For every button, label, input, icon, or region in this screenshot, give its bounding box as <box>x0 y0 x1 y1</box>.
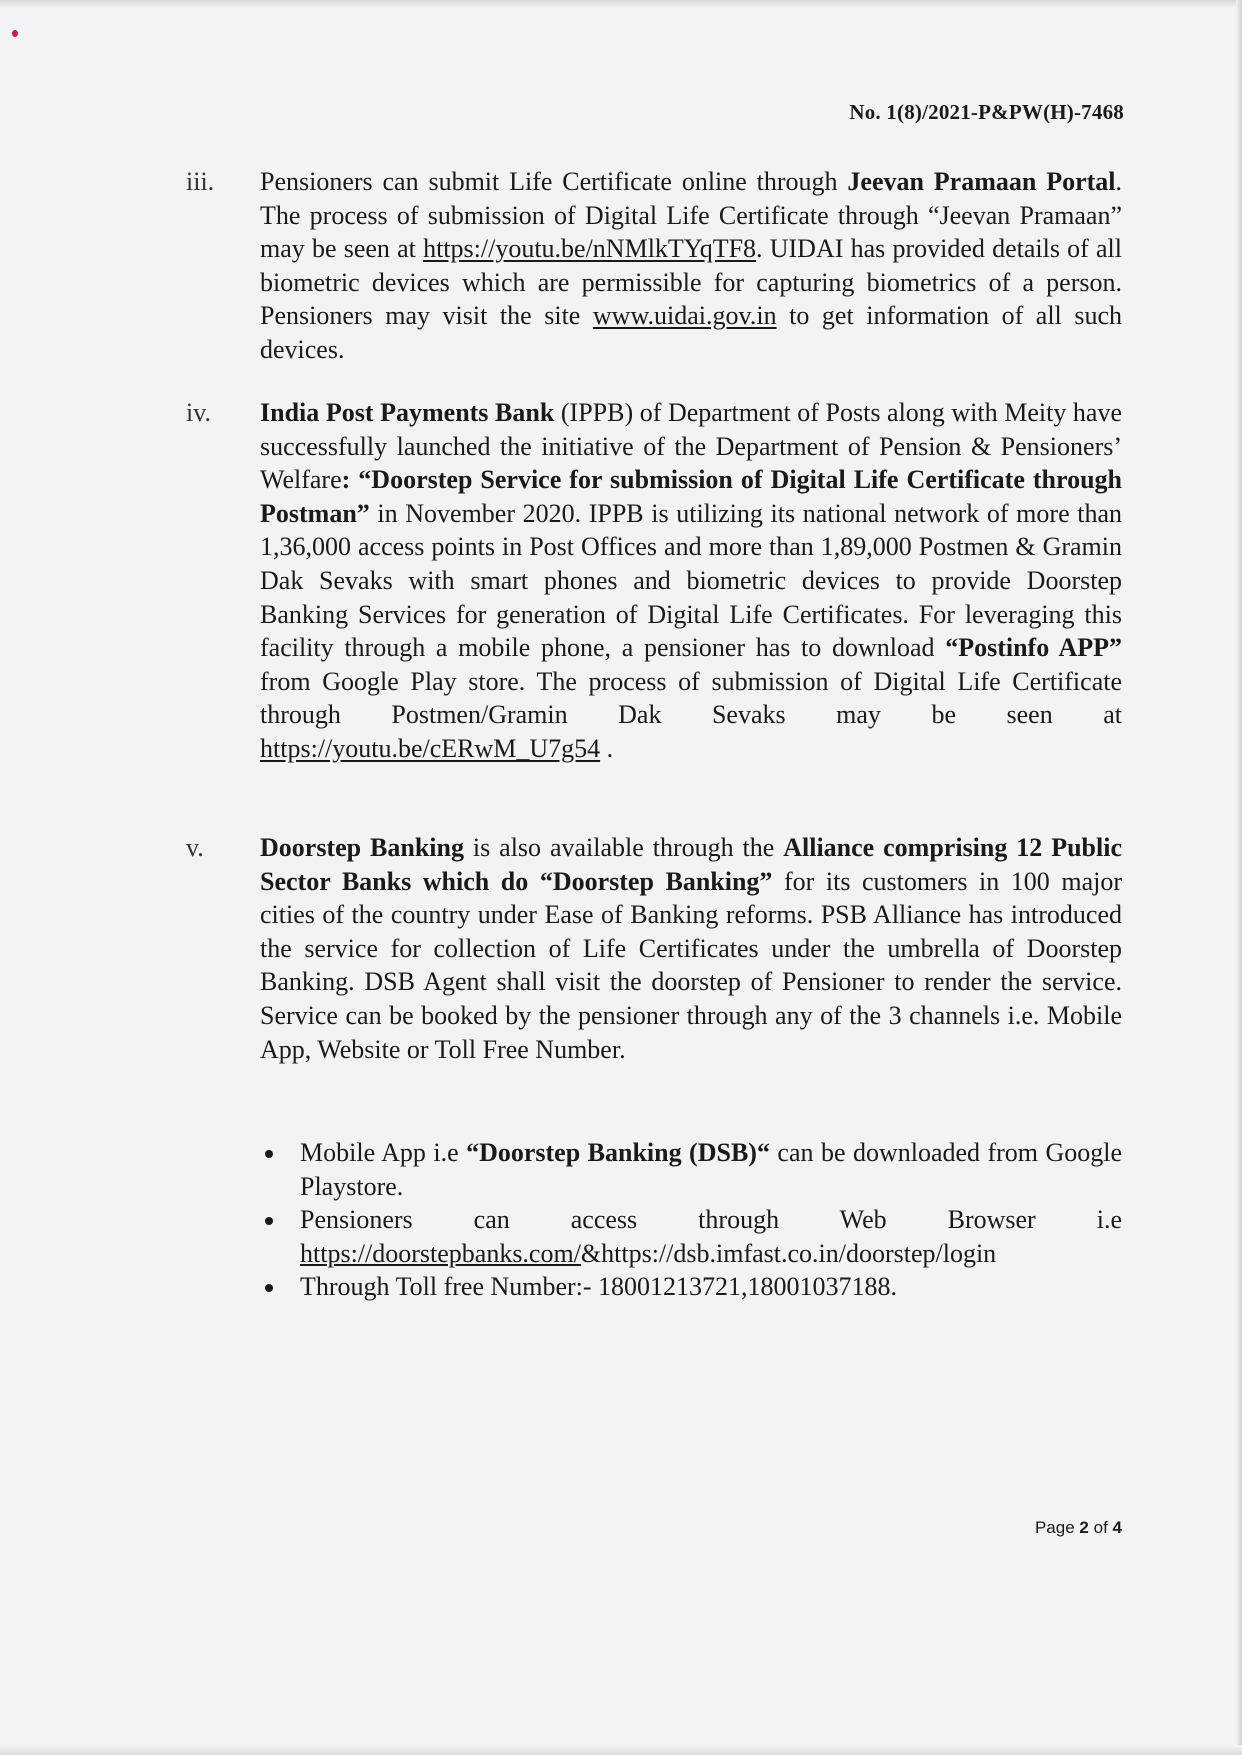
bullet-icon <box>265 1150 273 1158</box>
psb-alliance: Alliance comprising 12 Public Sector Banks which do “Doorstep Banking” <box>260 833 1123 896</box>
doorstep-service-title: : “Doorstep Service for submission of Digital Life Certificate through Postman” <box>260 465 1122 528</box>
bullet-icon <box>265 1217 273 1225</box>
uidai-link[interactable]: www.uidai.gov.in <box>592 301 777 331</box>
item-text: Doorstep Banking is also available through the Alliance comprising 12 Public Sector Banks which do “Doorstep Banking” for its customers in 100 major cities of the country under Ease of Banking reforms. PSB Alliance has introduced the service for collection of Life Certificates under the umbrella of Doorstep Banking. DSB Agent shall visit the doorstep of Pensioner to render the service. Service can be booked by the pensioner through any of the 3 channels i.e. Mobile App, Website or Toll Free Number. <box>260 833 1123 1064</box>
dsb-app-name: “Doorstep Banking (DSB)“ <box>466 1138 770 1167</box>
reference-number: No. 1(8)/2021-P&PW(H)-7468 <box>849 100 1124 124</box>
item-number: iii. <box>186 167 215 196</box>
page-total: 4 <box>1112 1518 1122 1537</box>
postinfo-app: “Postinfo APP” <box>945 633 1122 663</box>
scan-edge-right <box>1236 0 1242 1755</box>
item-number: v. <box>186 833 204 862</box>
jeevan-pramaan-portal: Jeevan Pramaan Portal <box>847 167 1116 196</box>
item-text: India Post Payments Bank (IPPB) of Department of Posts along with Meity have successfully launched the initiative of the Department of Pension & Pensioners’ Welfare: “Doorstep Service for submission of Digital Life Certificate through Postman” in November 2020. IPPB is utilizing its national network of more than 1,36,000 access points in Post Offices and more than 1,89,000 Postmen & Gramin Dak Sevaks with smart phones and biometric devices to provide Doorstep Banking Services for generation of Digital Life Certificates. For leveraging this facility through a mobile phone, a pensioner has to download “Postinfo APP” from Google Play store. The process of submission of Digital Life Certificate through Postmen/Gramin Dak Sevaks may be seen at https://youtu.be/cERwM_U7g54 . <box>260 398 1122 763</box>
ippb-name: India Post Payments Bank <box>260 398 555 427</box>
scan-edge-top <box>0 0 1242 8</box>
doorstepbanks-link[interactable]: https://doorstepbanks.com/ <box>300 1238 581 1268</box>
dsb-login-url: &https://dsb.imfast.co.in/doorstep/login <box>580 1238 997 1268</box>
bullet-web-browser: Pensioners can access through Web Browser i.e https://doorstepbanks.com/&https://dsb.imfast.co.in/doorstep/login <box>300 1203 1122 1270</box>
red-ink-dot <box>12 30 18 37</box>
page-footer: Page 2 of 4 <box>1034 1518 1122 1537</box>
page-number: 2 <box>1079 1518 1089 1537</box>
channel-list <box>300 1136 1122 1304</box>
doorstep-banking: Doorstep Banking <box>260 833 464 862</box>
bullet-icon <box>265 1284 273 1292</box>
scan-edge-bottom <box>0 1745 1242 1755</box>
postman-video-link[interactable]: https://youtu.be/cERwM_U7g54 <box>260 733 601 763</box>
jeevan-pramaan-video-link[interactable]: https://youtu.be/nNMlkTYqTF8 <box>423 234 757 264</box>
item-text: Pensioners can submit Life Certificate online through Jeevan Pramaan Portal. The process of submission of Digital Life Certificate through “Jeevan Pramaan” may be seen at https://youtu.be/nNMlkTYqTF8. UIDAI has provided details of all biometric devices which are permissible for capturing biometrics of a person. Pensioners may visit the site www.uidai.gov.in to get information of all such devices. <box>260 167 1122 364</box>
item-number: iv. <box>186 398 212 427</box>
bullet-mobile-app: Mobile App i.e “Doorstep Banking (DSB)“ can be downloaded from Google Playstore. <box>300 1136 1122 1203</box>
bullet-toll-free: Through Toll free Number:- 18001213721,18001037188. <box>300 1270 1122 1304</box>
